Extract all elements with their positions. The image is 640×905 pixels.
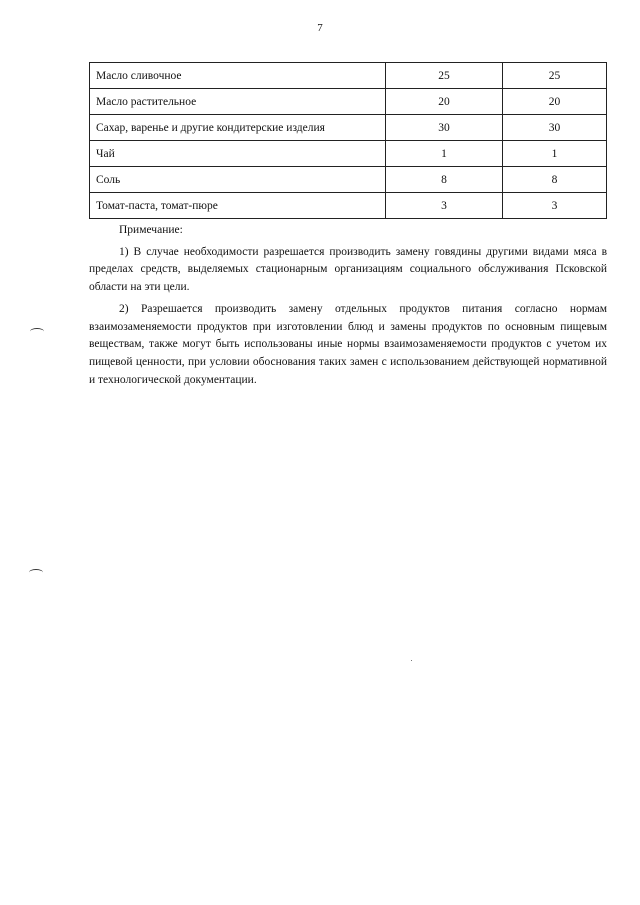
table-row	[90, 141, 607, 167]
value-cell: 3	[386, 193, 503, 219]
table-row	[90, 63, 607, 89]
product-name-cell: Соль	[90, 167, 386, 193]
notes-label: Примечание:	[119, 224, 183, 236]
binder-hole-mark	[29, 569, 43, 576]
note-paragraph-1: 1) В случае необходимости разрешается производить замену говядины другими видами мяса в пределах средств, выделяемых стационарным организациям социального обслуживания Псковской области на эти цели.	[89, 245, 607, 294]
scan-speck	[411, 660, 412, 661]
value-cell: 8	[503, 167, 607, 193]
binder-hole-mark	[30, 328, 44, 335]
value-cell: 1	[503, 141, 607, 167]
product-name-cell: Масло сливочное	[90, 63, 386, 89]
product-name-cell: Томат-паста, томат-пюре	[90, 193, 386, 219]
table-row	[90, 167, 607, 193]
product-name-cell: Масло растительное	[90, 89, 386, 115]
table-row	[90, 89, 607, 115]
note-paragraph-2: 2) Разрешается производить замену отдельных продуктов питания согласно нормам взаимозаменяемости продуктов при изготовлении блюд и замены продуктов по основным пищевым веществам, также могут быть использованы иные нормы взаимозаменяемости продуктов с учетом их пищевой ценности, при условии обоснования таких замен с использованием действующей нормативной и технологической документации.	[89, 302, 607, 386]
product-name-cell: Чай	[90, 141, 386, 167]
notes-section	[89, 222, 607, 389]
value-cell: 25	[386, 63, 503, 89]
value-cell: 20	[386, 89, 503, 115]
norms-table	[89, 62, 607, 219]
value-cell: 8	[386, 167, 503, 193]
value-cell: 30	[503, 115, 607, 141]
value-cell: 1	[386, 141, 503, 167]
table-row	[90, 193, 607, 219]
value-cell: 20	[503, 89, 607, 115]
value-cell: 25	[503, 63, 607, 89]
table-row	[90, 115, 607, 141]
value-cell: 30	[386, 115, 503, 141]
product-name-cell: Сахар, варенье и другие кондитерские изделия	[90, 115, 386, 141]
value-cell: 3	[503, 193, 607, 219]
page-number: 7	[317, 22, 323, 34]
